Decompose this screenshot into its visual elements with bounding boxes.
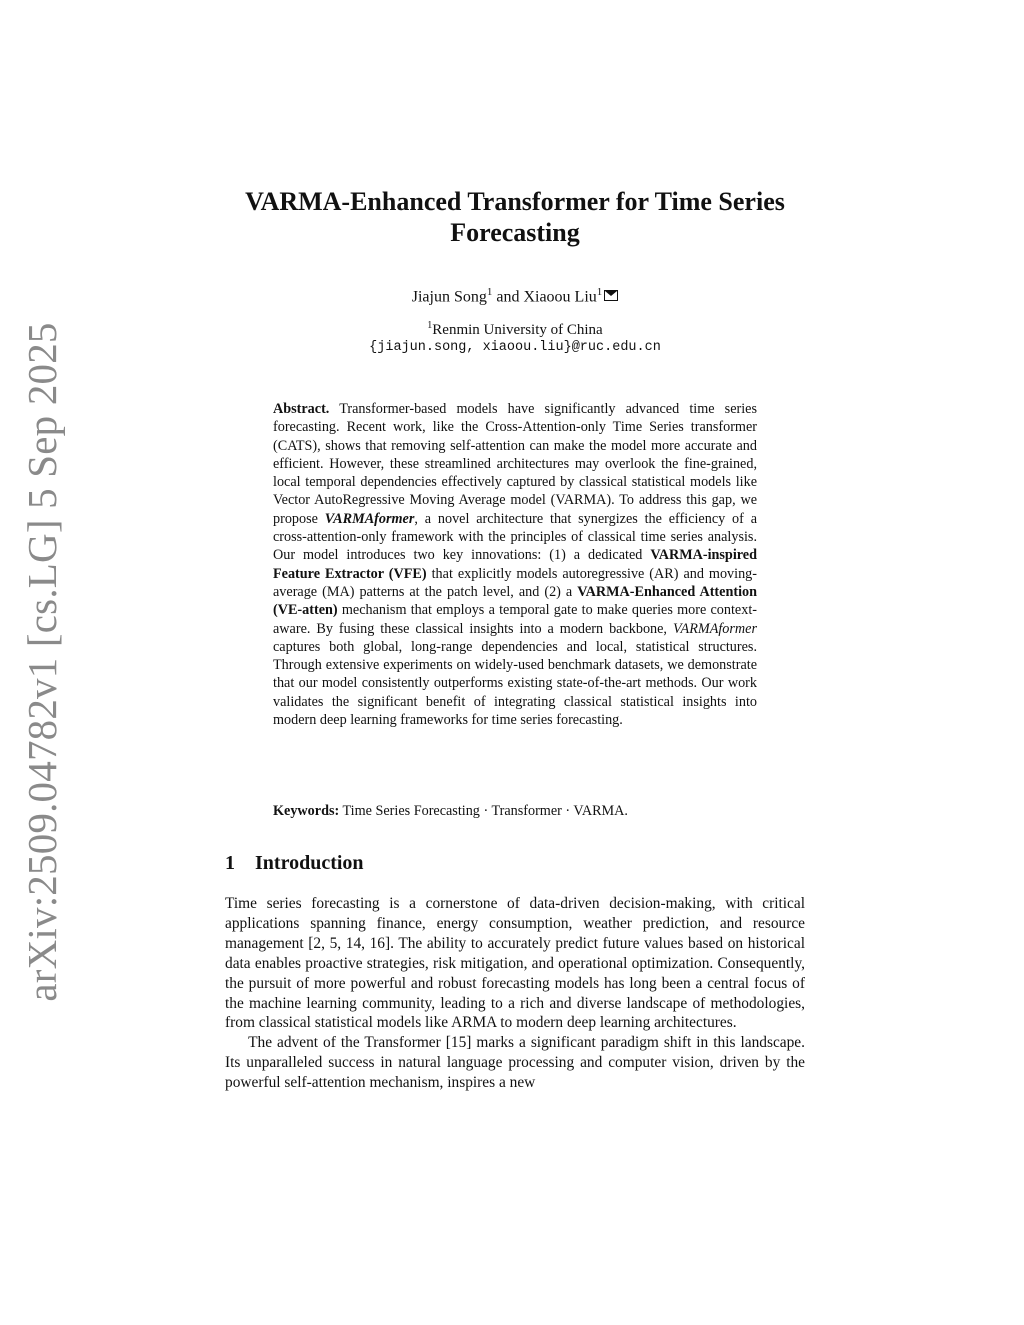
author-name: Jiajun Song [411,288,487,306]
model-name-italic: VARMAformer [672,620,757,637]
envelope-icon [604,290,618,301]
author-line [0,286,1024,306]
paragraph: The advent of the Transformer [15] marks a significant paradigm shift in this landscape. Its unparalleled success in natural language processing and computer vision, driven by the powerful self-attention mechanism, inspires a new [225,1034,805,1092]
model-name: VARMAformer [324,510,415,527]
arxiv-sidebar [0,0,80,1325]
author-name: Xiaoou Liu [523,288,597,306]
abstract-text: Transformer-based models have significantly advanced time series forecasting. Recent work, like the Cross-Attention-only Time Series transformer (CATS), shows that removing self-attention can make the model more accurate and efficient. However, these streamlined architectures may overlook the fine-grained, local temporal dependencies effectively captured by classical statistical models like Vector AutoRegressive Moving Average model (VARMA). To address this gap, we propose [273,401,757,527]
abstract-text: that explicitly models autoregressive (AR) and moving-average (MA) patterns at the patch level, and (2) a [273,565,757,600]
paper-title: VARMA-Enhanced Transformer for Time Series Forecasting [245,187,785,247]
abstract-text: mechanism that employs a temporal gate to make queries more context-aware. By fusing these classical insights into a modern backbone, [273,602,757,637]
veatten-term: VARMA-Enhanced Attention (VE-atten) [273,583,757,619]
keywords [273,803,757,820]
affiliation-mark: 1 [596,286,603,298]
author-email: {jiajun.song, xiaoou.liu}@ruc.edu.cn [369,340,661,355]
section-title: Introduction [255,852,364,874]
keywords-label: Keywords: [273,803,340,819]
abstract [273,400,757,729]
abstract-label: Abstract. [273,401,330,417]
affiliation-mark: 1 [427,320,433,331]
abstract-text: captures both global, long-range dependencies and local, statistical structures. Through extensive experiments on widely-used benchmark datasets, we demonstrate that our model consistently outperforms existing state-of-the-art methods. Our work validates the significant benefit of integrating classical statistical insights into modern deep learning frameworks for time series forecasting. [273,638,757,729]
vfe-term: VARMA-inspired Feature Extractor (VFE) [273,547,757,582]
author-connector: and [492,288,524,306]
keywords-text: Time Series Forecasting · Transformer · VARMA. [342,803,628,819]
arxiv-identifier: arXiv:2509.04782v1 [cs.LG] 5 Sep 2025 [19,322,65,1002]
section-heading [225,852,364,875]
affiliation-name: Renmin University of China [432,322,603,338]
affiliation-mark: 1 [486,286,493,298]
section-number: 1 [225,852,235,874]
introduction-body [225,894,805,1093]
affiliation [0,320,1024,339]
paragraph: Time series forecasting is a cornerstone of data-driven decision-making, with critical applications spanning finance, energy consumption, weather prediction, and resource management [2, 5, 14, 16]. The ability to accurately predict future values based on historical data enables proactive strategies, risk mitigation, and operational optimization. Consequently, the pursuit of more powerful and robust forecasting models has long been a central focus of the machine learning community, leading to a rich and diverse landscape of methodologies, from classical statistical models like ARMA to modern deep learning architectures. [225,895,805,1032]
abstract-text: , a novel architecture that synergizes the efficiency of a cross-attention-only framework with the principles of classical time series analysis. Our model introduces two key innovations: (1) a dedicated [273,510,757,564]
